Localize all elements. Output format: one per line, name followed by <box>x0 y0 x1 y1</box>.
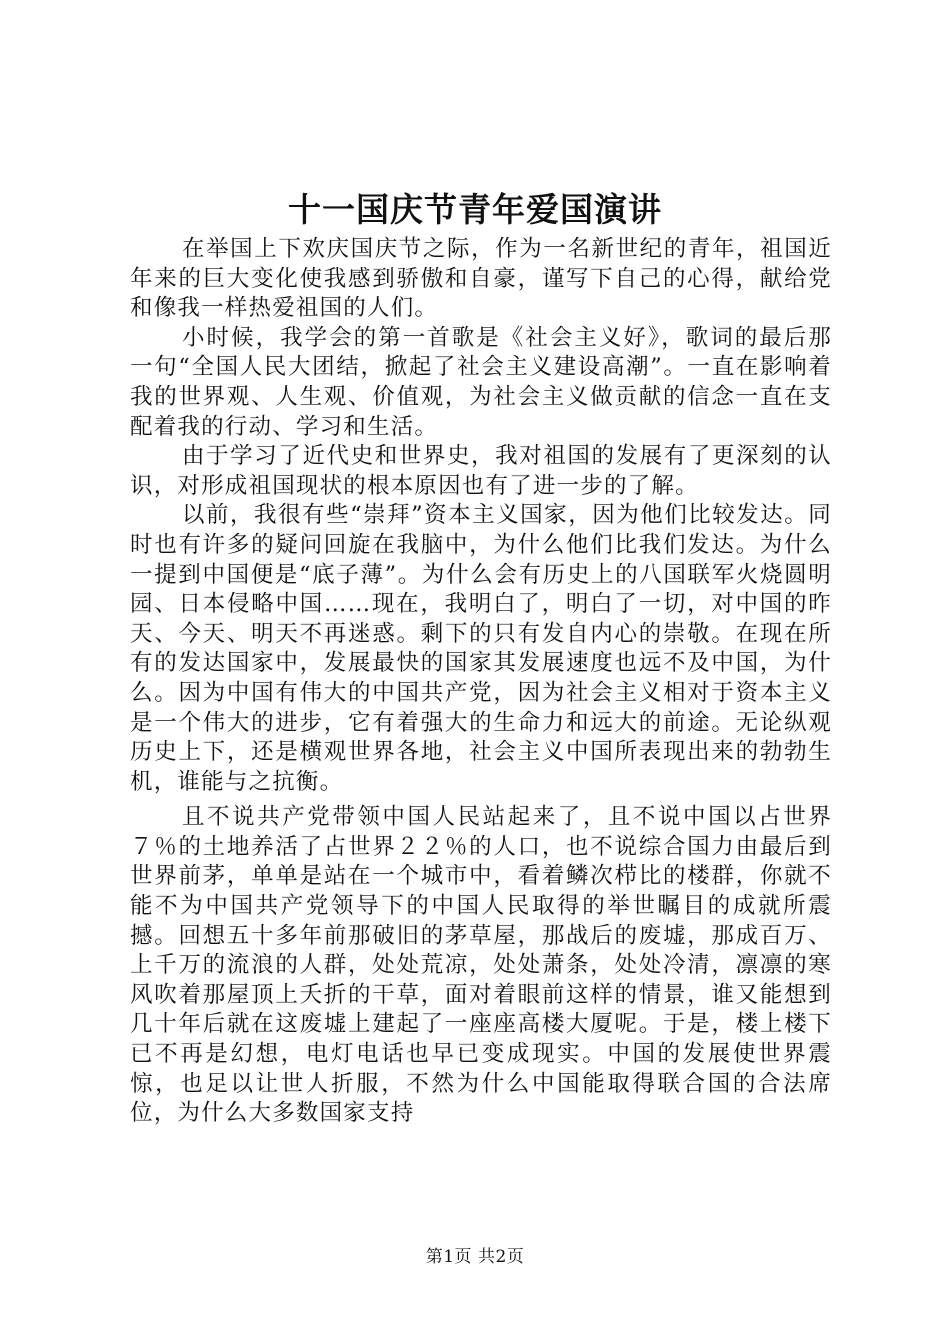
document-title: 十一国庆节青年爱国演讲 <box>288 190 662 229</box>
document-body <box>130 235 832 1129</box>
paragraph-1: 在举国上下欢庆国庆节之际，作为一名新世纪的青年，祖国近年来的巨大变化使我感到骄傲和自豪，谨写下自己的心得，献给党和像我一样热爱祖国的人们。 <box>130 236 832 322</box>
paragraph-3: 由于学习了近代史和世界史，我对祖国的发展有了更深刻的认识，对形成祖国现状的根本原因也有了进一步的了解。 <box>130 443 832 499</box>
paragraph-4: 以前，我很有些“崇拜”资本主义国家，因为他们比较发达。同时也有许多的疑问回旋在我脑中，为什么他们比我们发达。为什么一提到中国便是“底子薄”。为什么会有历史上的八国联军火烧圆明园、日本侵略中国……现在，我明白了，明白了一切，对中国的昨天、今天、明天不再迷惑。剩下的只有发自内心的崇敬。在现在所有的发达国家中，发展最快的国家其发展速度也远不及中国，为什么。因为中国有伟大的中国共产党，因为社会主义相对于资本主义是一个伟大的进步，它有着强大的生命力和远大的前途。无论纵观历史上下，还是横观世界各地，社会主义中国所表现出来的勃勃生机，谁能与之抗衡。 <box>130 502 832 795</box>
paragraph-2: 小时候，我学会的第一首歌是《社会主义好》，歌词的最后那一句“全国人民大团结，掀起了社会主义建设高潮”。一直在影响着我的世界观、人生观、价值观，为社会主义做贡献的信念一直在支配着我的行动、学习和生活。 <box>130 324 832 440</box>
page-number-footer: 第1页 共2页 <box>425 1247 525 1267</box>
paragraph-5: 且不说共产党带领中国人民站起来了，且不说中国以占世界７％的土地养活了占世界２２％的人口，也不说综合国力由最后到世界前茅，单单是站在一个城市中，看着鳞次栉比的楼群，你就不能不为中国共产党领导下的中国人民取得的举世瞩目的成就所震撼。回想五十多年前那破旧的茅草屋，那战后的废墟，那成百万、上千万的流浪的人群，处处荒凉，处处萧条，处处冷清，凛凛的寒风吹着那屋顶上夭折的干草，面对着眼前这样的情景，谁又能想到几十年后就在这废墟上建起了一座座高楼大厦呢。于是，楼上楼下已不再是幻想，电灯电话也早已变成现实。中国的发展使世界震惊，也足以让世人折服，不然为什么中国能取得联合国的合法席位，为什么大多数国家支持 <box>130 804 832 1127</box>
